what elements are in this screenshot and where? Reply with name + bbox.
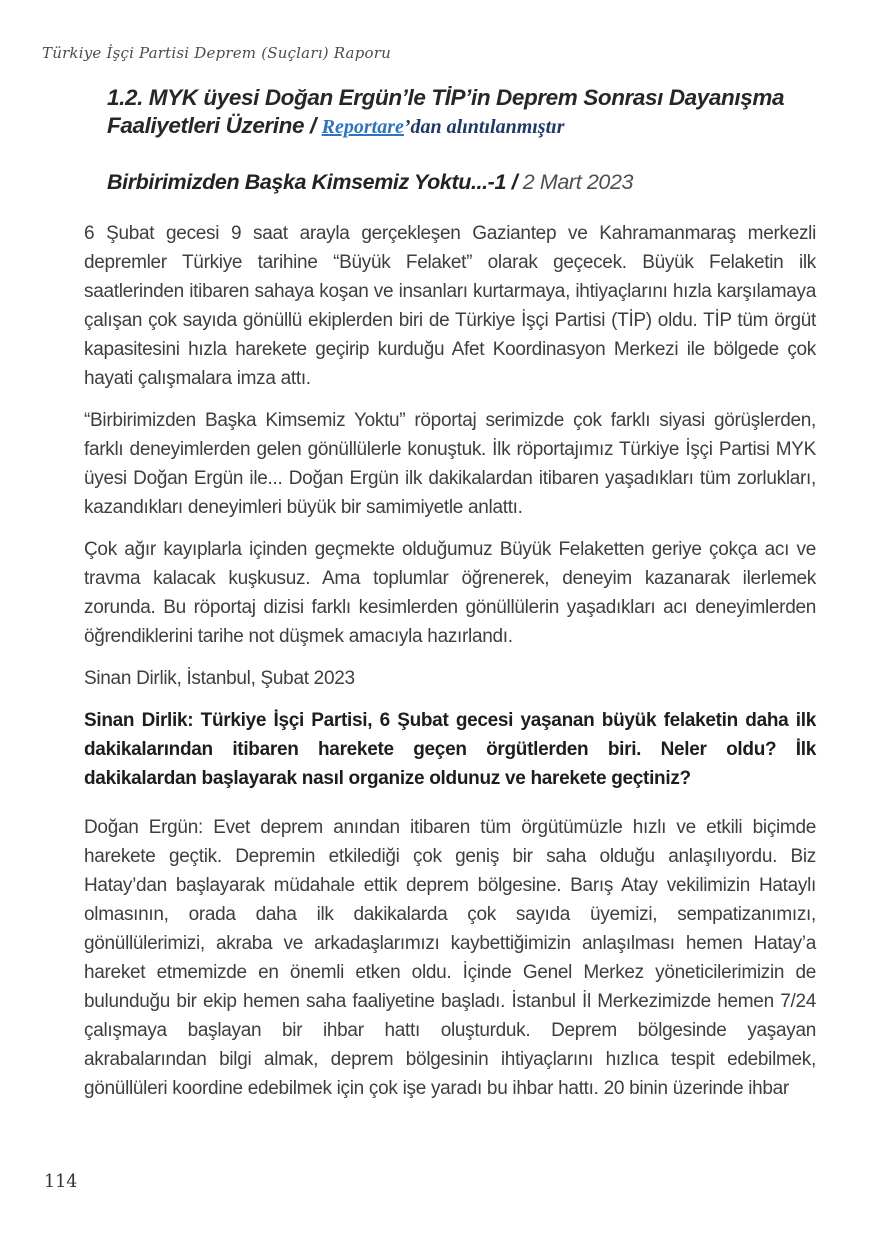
interview-subtitle	[107, 169, 816, 195]
interviewer-question: Sinan Dirlik: Türkiye İşçi Partisi, 6 Şubat gecesi yaşanan büyük felaketin daha ilk dakikalarından itibaren harekete geçen örgütlerden biri. Neler oldu? İlk dakikalardan başlayarak nasıl organize oldunuz ve harekete geçtiniz?	[84, 710, 816, 789]
section-heading	[107, 84, 816, 141]
intro-paragraph-2: “Birbirimizden Başka Kimsemiz Yoktu” röportaj serimizde çok farklı siyasi görüşlerden, farklı deneyimlerden gelen gönüllülerle konuştuk. İlk röportajımız Türkiye İşçi Partisi MYK üyesi Doğan Ergün ile... Doğan Ergün ilk dakikalardan itibaren yaşadıkları tüm zorlukları, kazandıkları deneyimleri büyük bir samimiyetle anlattı.	[84, 410, 816, 518]
running-header: Türkiye İşçi Partisi Deprem (Suçları) Raporu	[42, 44, 391, 62]
page-number: 114	[44, 1172, 78, 1192]
interviewee-answer: Doğan Ergün: Evet deprem anından itibaren tüm örgütümüzle hızlı ve etkili biçimde harekete geçtik. Depremin etkilediği çok geniş bir saha olduğu anlaşılıyordu. Biz Hatay’dan başlayarak müdahale ettik deprem bölgesine. Barış Atay vekilimizin Hataylı olmasının, orada daha ilk dakikalarda çok sayıda üyemizi, sempatizanımızı, gönüllülerimizi, akraba ve arkadaşlarımızı kaybettiğimizin anlaşılması hemen Hatay’a hareket etmemizde en önemli etken oldu. İçinde Genel Merkez yöneticilerimizin de bulunduğu bir ekip hemen saha faaliyetine başladı. İstanbul İl Merkezimizde hemen 7/24 çalışmaya başlayan bir ihbar hattı oluşturduk. Deprem bölgesinde yaşayan akrabalarından bilgi almak, deprem bölgesinin ihtiyaçlarını hızlıca tespit edebilmek, gönüllüleri koordine edebilmek için çok işe yaradı bu ihbar hattı. 20 binin üzerinde ihbar	[84, 817, 816, 1099]
intro-paragraph-3: Çok ağır kayıplarla içinden geçmekte olduğumuz Büyük Felaketten geriye çokça acı ve travma kalacak kuşkusuz. Ama toplumlar öğrenerek, deneyim kazanarak ilerlemek zorunda. Bu röportaj dizisi farklı kesimlerden gönüllülerin yaşadıkları acı deneyimlerden öğrendiklerini tarihe not düşmek amacıyla hazırlandı.	[84, 539, 816, 647]
section-heading-link-suffix: ’dan alıntılanmıştır	[403, 116, 565, 138]
section-heading-text: 1.2. MYK üyesi Doğan Ergün’le TİP’in Deprem Sonrası Dayanışma Faaliyetleri Üzerine /	[107, 85, 785, 138]
intro-paragraph-1: 6 Şubat gecesi 9 saat arayla gerçekleşen Gaziantep ve Kahramanmaraş merkezli depremler Türkiye tarihine “Büyük Felaket” olarak geçecek. Büyük Felaketin ilk saatlerinden itibaren sahaya koşan ve insanları kurtarmaya, ihtiyaçlarını hızla karşılamaya çalışan çok sayıda gönüllü ekiplerden biri de Türkiye İşçi Partisi (TİP) oldu. TİP tüm örgüt kapasitesini hızla harekete geçirip kurduğu Afet Koordinasyon Merkezi ile bölgede çok hayati çalışmalara imza attı.	[84, 223, 816, 389]
byline: Sinan Dirlik, İstanbul, Şubat 2023	[84, 668, 355, 689]
page-content	[84, 84, 816, 1116]
interview-date: 2 Mart 2023	[522, 170, 634, 194]
reportare-link[interactable]: Reportare	[321, 116, 404, 138]
interview-subtitle-text: Birbirimizden Başka Kimsemiz Yoktu...-1 /	[107, 170, 523, 194]
